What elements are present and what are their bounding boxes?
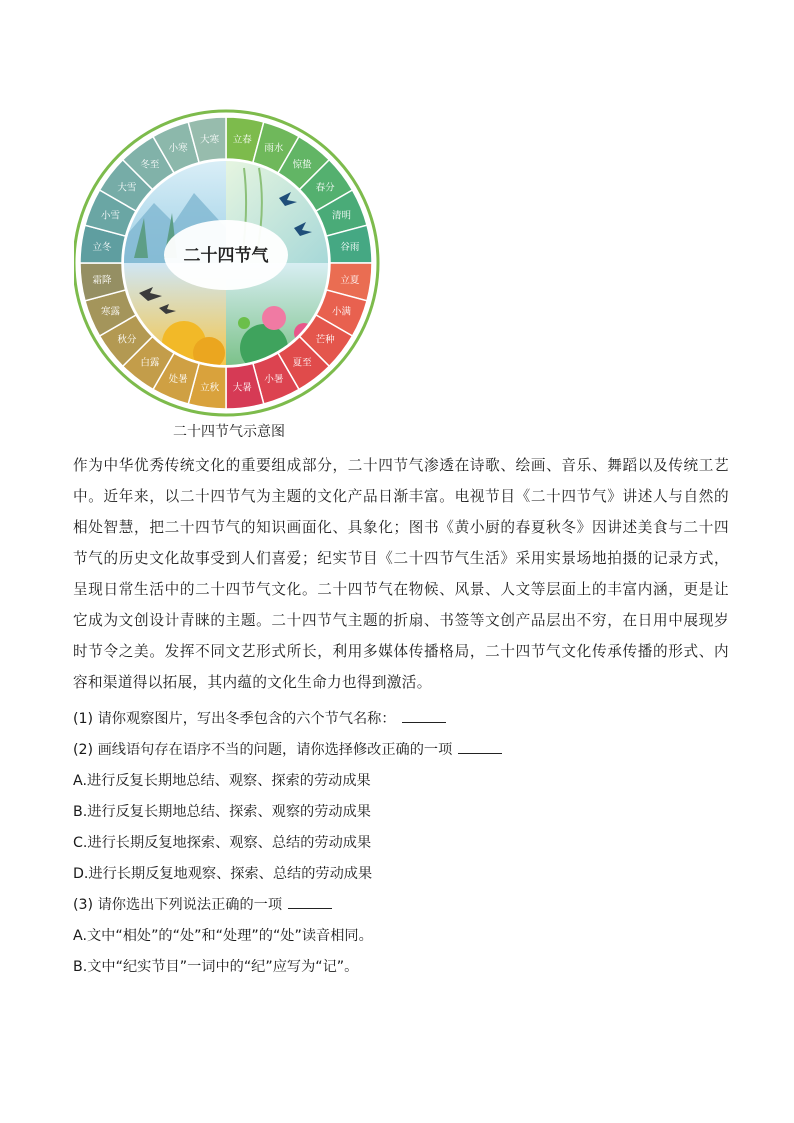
- answer-blank[interactable]: [288, 894, 332, 909]
- question-1-text: (1) 请你观察图片，写出冬季包含的六个节气名称：: [73, 711, 396, 727]
- option-2b: B.进行反复长期地总结、探索、观察的劳动成果: [73, 804, 371, 820]
- term-label: 大雪: [117, 182, 137, 194]
- question-3: [73, 894, 332, 914]
- term-label: 处暑: [168, 373, 188, 385]
- term-label: 小寒: [168, 143, 188, 155]
- article-paragraph: 作为中华优秀传统文化的重要组成部分，二十四节气渗透在诗歌、绘画、音乐、舞蹈以及传统工艺中。近年来，以二十四节气为主题的文化产品日渐丰富。电视节目《二十四节气》讲述人与自然的相处智慧，把二十四节气的知识画面化、具象化；图书《黄小厨的春夏秋冬》因讲述美食与二十四节气的历史文化故事受到人们喜爱；纪实节目《二十四节气生活》采用实景场地拍摄的记录方式，呈现日常生活中的二十四节气文化。二十四节气在物候、风景、人文等层面上的丰富内涵，更是让它成为文创设计青睐的主题。二十四节气主题的折扇、书签等文创产品层出不穷，在日用中展现岁时节令之美。发挥不同文艺形式所长，利用多媒体传播格局，二十四节气文化传承传播的形式、内容和渠道得以拓展，其内蕴的文化生命力也得到激活。: [73, 457, 729, 691]
- option-2d: D.进行长期反复地观察、探索、总结的劳动成果: [73, 866, 373, 882]
- answer-blank[interactable]: [458, 739, 502, 754]
- term-label: 谷雨: [340, 242, 360, 254]
- answer-blank[interactable]: [402, 708, 446, 723]
- term-label: 小暑: [264, 373, 284, 385]
- term-label: 立秋: [200, 382, 220, 394]
- term-label: 清明: [331, 210, 351, 222]
- term-label: 白露: [140, 357, 160, 369]
- term-label: 芒种: [315, 334, 335, 346]
- term-label: 小雪: [101, 210, 121, 222]
- term-label: 冬至: [140, 159, 160, 171]
- option-2a: A.进行反复长期地总结、观察、探索的劳动成果: [73, 773, 371, 789]
- term-label: 春分: [315, 182, 335, 194]
- option-3b: B.文中“纪实节目”一词中的“纪”应写为“记”。: [73, 959, 359, 975]
- question-1: [73, 708, 446, 728]
- option-3a: A.文中“相处”的“处”和“处理”的“处”读音相同。: [73, 928, 373, 944]
- solar-terms-wheel: [74, 108, 394, 418]
- figure-caption: 二十四节气示意图: [173, 424, 285, 440]
- question-2: [73, 739, 502, 759]
- term-label: 霜降: [92, 274, 112, 286]
- term-label: 立夏: [340, 274, 360, 286]
- option-2c: C.进行长期反复地探索、观察、总结的劳动成果: [73, 835, 372, 851]
- term-label: 大暑: [232, 382, 252, 394]
- term-label: 寒露: [101, 306, 121, 318]
- term-label: 小满: [331, 306, 351, 318]
- term-label: 雨水: [264, 143, 284, 155]
- term-label: 立冬: [92, 242, 112, 254]
- term-label: 立春: [232, 134, 252, 146]
- question-2-text: (2) 画线语句存在语序不当的问题，请你选择修改正确的一项: [73, 742, 453, 758]
- term-label: 惊蛰: [292, 159, 312, 171]
- question-3-text: (3) 请你选出下列说法正确的一项: [73, 897, 283, 913]
- term-label: 秋分: [117, 334, 137, 346]
- term-label: 夏至: [292, 357, 312, 369]
- term-label: 大寒: [200, 134, 220, 146]
- wheel-center-title: 二十四节气: [183, 246, 269, 266]
